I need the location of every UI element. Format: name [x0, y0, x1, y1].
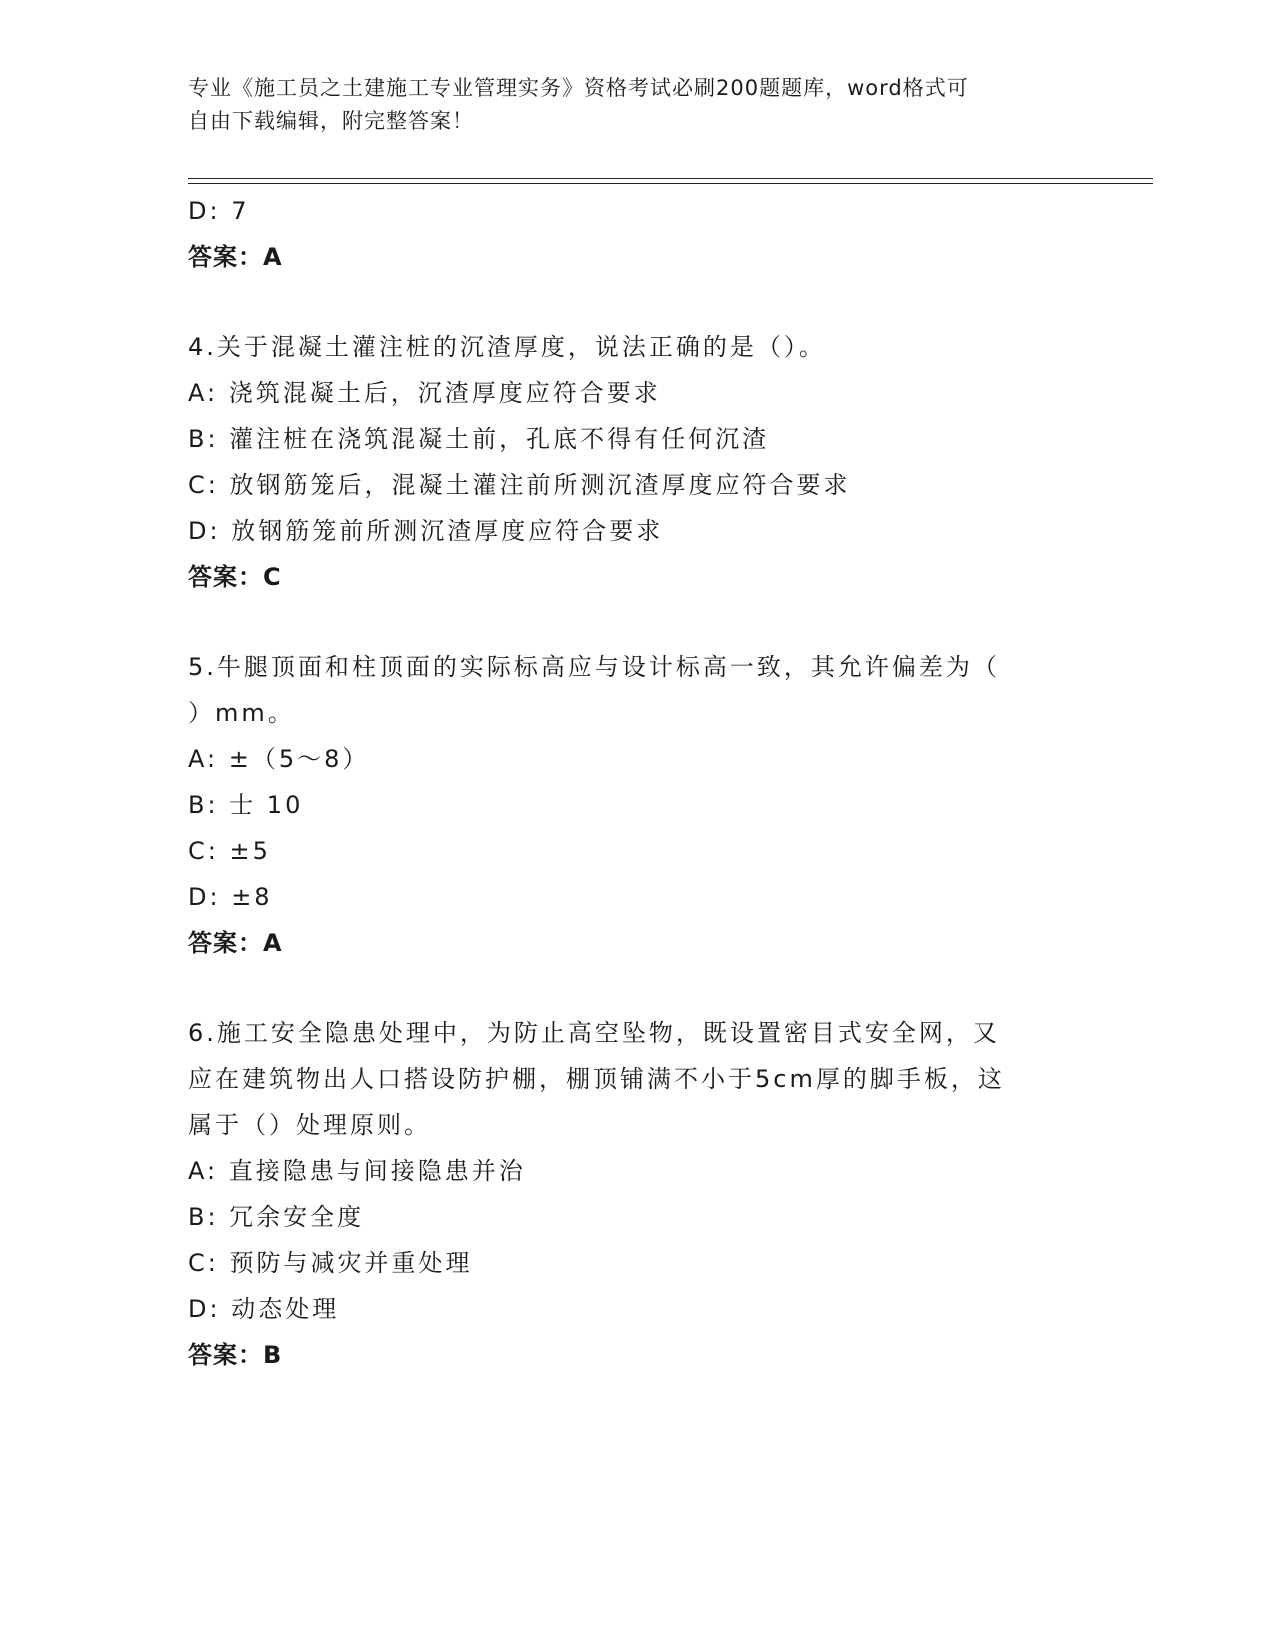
spacer: [188, 280, 1068, 324]
prev-option-d: D: 7: [188, 197, 250, 225]
question-5-stem-line-1: 5.牛腿顶面和柱顶面的实际标高应与设计标高一致，其允许偏差为（: [188, 653, 1000, 681]
question-5: [188, 644, 1068, 966]
question-5-stem-line-2: ）mm。: [188, 699, 295, 727]
question-4: [188, 324, 1068, 600]
header-title-line-2: 自由下载编辑，附完整答案！: [188, 109, 474, 133]
question-6-option-b: B: 冗余安全度: [188, 1203, 365, 1231]
question-4-option-a: A: 浇筑混凝土后，沉渣厚度应符合要求: [188, 379, 661, 407]
prev-answer: 答案：A: [188, 243, 283, 271]
question-5-option-b: B: 士 10: [188, 791, 304, 819]
question-4-option-d: D: 放钢筋笼前所测沉渣厚度应符合要求: [188, 517, 664, 545]
page-header: [188, 72, 1068, 138]
question-4-option-c: C: 放钢筋笼后，混凝土灌注前所测沉渣厚度应符合要求: [188, 471, 851, 499]
question-6-option-d: D: 动态处理: [188, 1295, 340, 1323]
question-body: [188, 188, 1068, 1378]
question-6-stem-line-1: 6.施工安全隐患处理中，为防止高空坠物，既设置密目式安全网，又: [188, 1019, 1000, 1047]
question-6-stem-line-2: 应在建筑物出人口搭设防护棚，棚顶铺满不小于5cm厚的脚手板，这: [188, 1065, 1005, 1093]
question-4-option-b: B: 灌注桩在浇筑混凝土前，孔底不得有任何沉渣: [188, 425, 770, 453]
question-6-option-c: C: 预防与减灾并重处理: [188, 1249, 473, 1277]
header-title-line-1: 专业《施工员之土建施工专业管理实务》资格考试必刷200题题库，word格式可: [188, 76, 969, 100]
spacer: [188, 966, 1068, 1010]
question-5-option-a: A: ±（5～8）: [188, 745, 370, 773]
spacer: [188, 600, 1068, 644]
question-5-option-c: C: ±5: [188, 837, 271, 865]
question-6-stem-line-3: 属于（）处理原则。: [188, 1111, 431, 1139]
question-6-option-a: A: 直接隐患与间接隐患并治: [188, 1157, 526, 1185]
question-5-option-d: D: ±8: [188, 883, 273, 911]
question-4-stem: 4.关于混凝土灌注桩的沉渣厚度，说法正确的是（）。: [188, 333, 826, 361]
question-4-answer: 答案：C: [188, 563, 282, 591]
question-6-answer: 答案：B: [188, 1341, 283, 1369]
header-divider: [188, 178, 1153, 184]
question-6: [188, 1010, 1068, 1378]
question-5-answer: 答案：A: [188, 929, 283, 957]
